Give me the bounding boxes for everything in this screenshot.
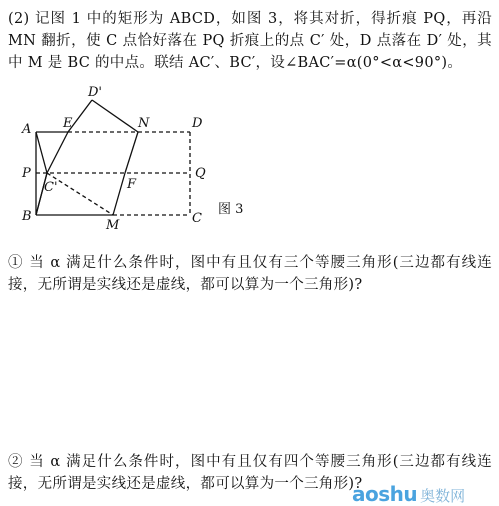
label-P: P xyxy=(22,166,31,181)
label-B: B xyxy=(22,209,32,224)
watermark-cn: 奥数网 xyxy=(420,487,466,505)
label-Dprime: D' xyxy=(88,85,102,100)
label-A: A xyxy=(22,122,32,137)
geometry-figure-3 xyxy=(0,80,260,240)
label-E: E xyxy=(63,116,73,131)
segment-ACp xyxy=(36,132,47,173)
question-2: ② 当 α 满足什么条件时，图中有且仅有四个等腰三角形(三边都有线连接，无所谓是实线还是虚线，都可以算为一个三角形)? xyxy=(8,454,492,492)
problem-intro: (2) 记图 1 中的矩形为 ABCD，如图 3，将其对折，得折痕 PQ，再沿 MN 翻折，使 C 点恰好落在 PQ 折痕上的点 C′ 处，D 点落在 D′ 处，其中 M 是 BC 的中点。联结 AC′、BC′，设∠BAC′=α(0°<α<90°)。 xyxy=(8,11,492,71)
label-N: N xyxy=(138,116,150,131)
figure-caption: 图 3 xyxy=(218,202,244,217)
watermark-latin: aoshu xyxy=(352,482,418,506)
label-Cprime: C' xyxy=(44,180,58,195)
segment-DpN xyxy=(92,100,138,132)
label-C: C xyxy=(192,211,202,226)
label-F: F xyxy=(127,177,137,192)
label-M: M xyxy=(106,218,120,233)
segment-FM xyxy=(113,173,125,215)
segment-NF xyxy=(125,132,138,173)
label-D: D xyxy=(192,116,203,131)
question-1: ① 当 α 满足什么条件时，图中有且仅有三个等腰三角形(三边都有线连接，无所谓是实线还是虚线，都可以算为一个三角形)? xyxy=(8,255,492,293)
label-Q: Q xyxy=(195,166,206,181)
segment-CpE xyxy=(47,132,68,173)
aoshu-watermark-logo xyxy=(352,482,465,504)
